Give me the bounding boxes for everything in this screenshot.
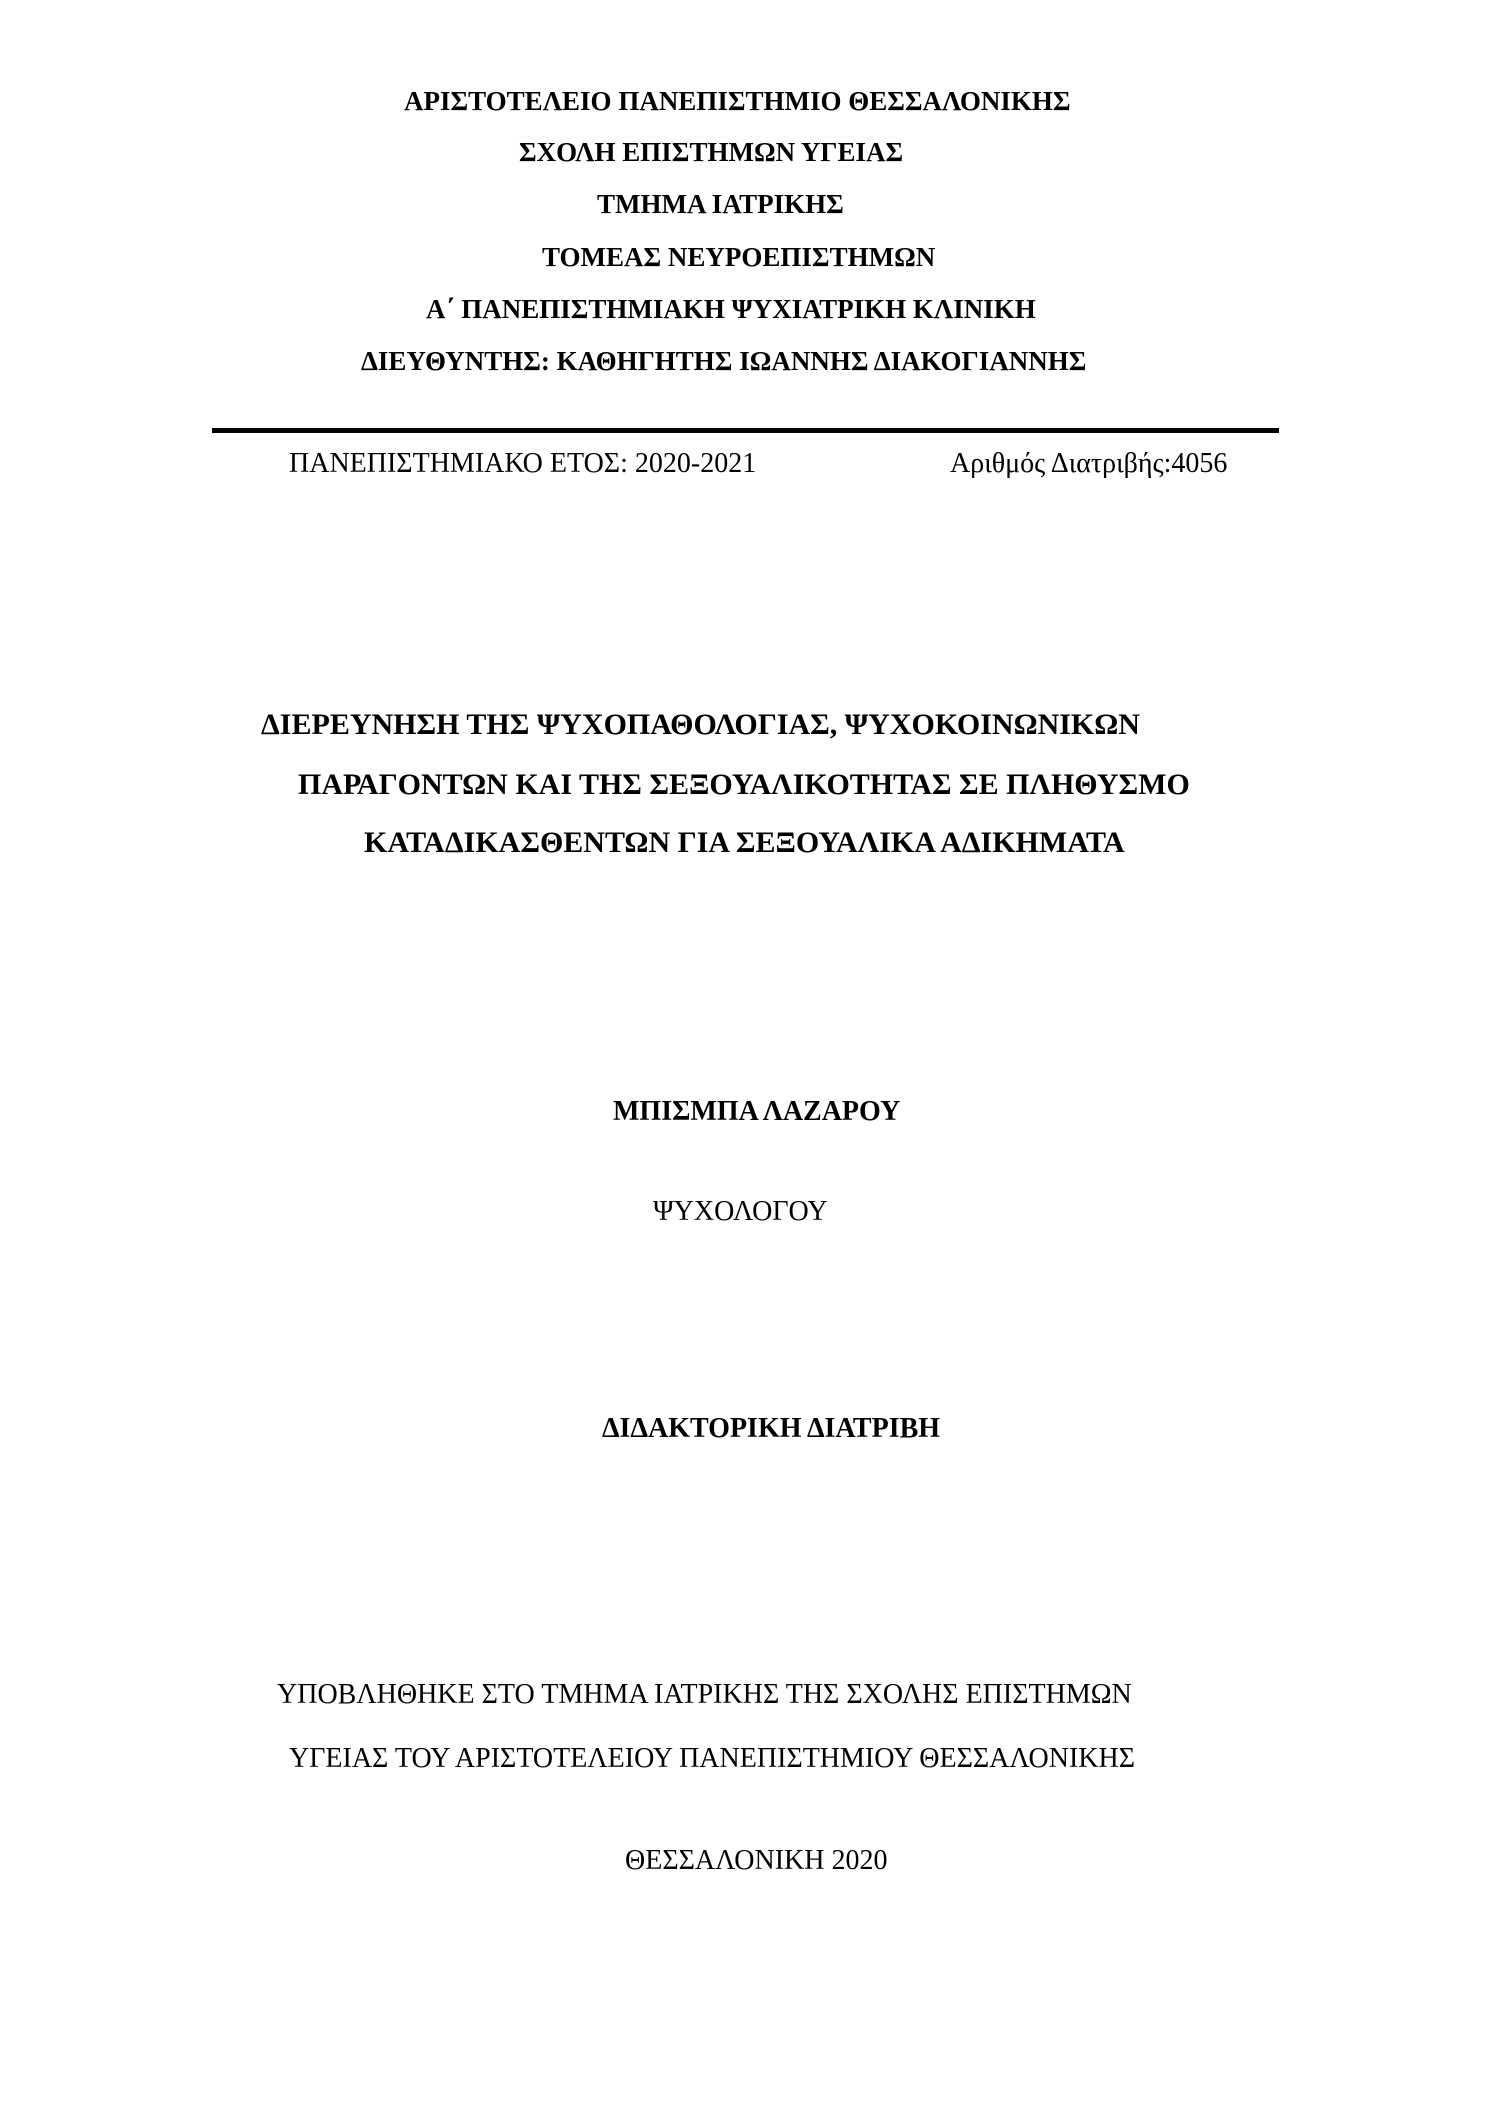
thesis-title-line-1: ΔΙΕΡΕΥΝΗΣΗ ΤΗΣ ΨΥΧΟΠΑΘΟΛΟΓΙΑΣ, ΨΥΧΟΚΟΙΝΩΝΙΚΩΝ	[261, 708, 1140, 741]
thesis-title-line-3: ΚΑΤΑΔΙΚΑΣΘΕΝΤΩΝ ΓΙΑ ΣΕΞΟΥΑΛΙΚΑ ΑΔΙΚΗΜΑΤΑ	[364, 826, 1125, 859]
director-line: ΔΙΕΥΘΥΝΤΗΣ: ΚΑΘΗΓΗΤΗΣ ΙΩΑΝΝΗΣ ΔΙΑΚΟΓΙΑΝΝΗΣ	[361, 346, 1087, 376]
place-date: ΘΕΣΣΑΛΟΝΙΚΗ 2020	[625, 1845, 888, 1876]
school-name: ΣΧΟΛΗ ΕΠΙΣΤΗΜΩΝ ΥΓΕΙΑΣ	[519, 137, 904, 167]
author-name: ΜΠΙΣΜΠΑ ΛΑΖΑΡΟΥ	[613, 1096, 901, 1127]
thesis-title-line-2: ΠΑΡΑΓΟΝΤΩΝ ΚΑΙ ΤΗΣ ΣΕΞΟΥΑΛΙΚΟΤΗΤΑΣ ΣΕ ΠΛΗΘΥΣΜΟ	[298, 768, 1190, 801]
author-role: ΨΥΧΟΛΟΓΟΥ	[653, 1196, 828, 1227]
document-type: ΔΙΔΑΚΤΟΡΙΚΗ ΔΙΑΤΡΙΒΗ	[602, 1413, 941, 1444]
header-divider	[212, 428, 1279, 433]
sector-name: ΤΟΜΕΑΣ ΝΕΥΡΟΕΠΙΣΤΗΜΩΝ	[542, 242, 936, 272]
submission-line-2: ΥΓΕΙΑΣ ΤΟΥ ΑΡΙΣΤΟΤΕΛΕΙΟΥ ΠΑΝΕΠΙΣΤΗΜΙΟΥ ΘΕΣΣΑΛΟΝΙΚΗΣ	[289, 1743, 1136, 1774]
clinic-name: Α΄ ΠΑΝΕΠΙΣΤΗΜΙΑΚΗ ΨΥΧΙΑΤΡΙΚΗ ΚΛΙΝΙΚΗ	[426, 294, 1036, 324]
thesis-number: Αριθμός Διατριβής:4056	[950, 448, 1228, 479]
university-name: ΑΡΙΣΤΟΤΕΛΕΙΟ ΠΑΝΕΠΙΣΤΗΜΙΟ ΘΕΣΣΑΛΟΝΙΚΗΣ	[404, 86, 1071, 116]
department-name: ΤΜΗΜΑ ΙΑΤΡΙΚΗΣ	[597, 189, 844, 219]
submission-line-1: ΥΠΟΒΛΗΘΗΚΕ ΣΤΟ ΤΜΗΜΑ ΙΑΤΡΙΚΗΣ ΤΗΣ ΣΧΟΛΗΣ ΕΠΙΣΤΗΜΩΝ	[277, 1679, 1132, 1710]
academic-year: ΠΑΝΕΠΙΣΤΗΜΙΑΚΟ ΕΤΟΣ: 2020-2021	[289, 448, 757, 479]
